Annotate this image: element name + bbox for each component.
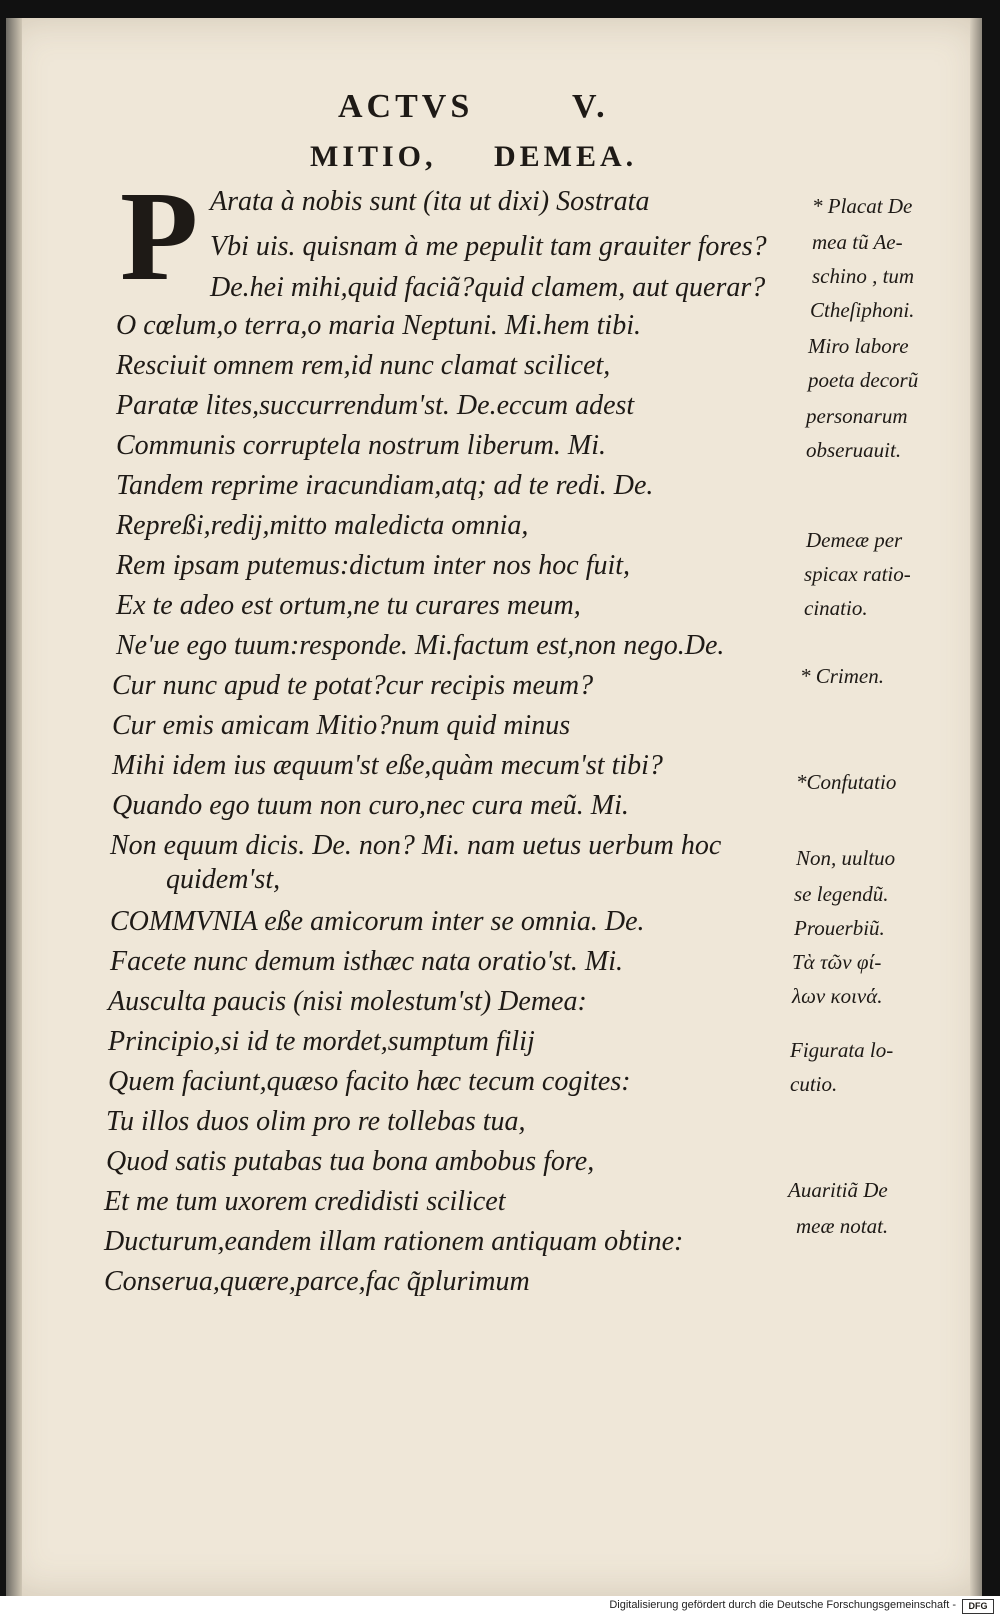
margin-note: cutio. [790, 1072, 838, 1096]
verse-line: Repreßi,redij,mitto maledicta omnia, [116, 510, 529, 541]
footer-credit: Digitalisierung gefördert durch die Deutsche Forschungsgemeinschaft - [609, 1599, 956, 1611]
margin-note: Τὰ τῶν φί- [792, 950, 882, 974]
act-title: ACTVS [338, 88, 474, 125]
verse-line: Quando ego tuum non curo,nec cura meũ. Mi. [112, 790, 629, 821]
verse-line: Cur emis amicam Mitio?num quid minus [112, 710, 571, 741]
verse-line: Et me tum uxorem credidisti scilicet [104, 1186, 506, 1217]
margin-note: meæ notat. [796, 1214, 889, 1238]
verse-line: Quem faciunt,quæso facito hæc tecum cogites: [108, 1066, 631, 1097]
margin-note: personarum [806, 404, 908, 428]
verse-line: Paratæ lites,succurrendum'st. De.eccum adest [116, 390, 635, 421]
verse-line: Ausculta paucis (nisi molestum'st) Demea: [108, 986, 587, 1017]
drop-cap: P [120, 165, 199, 307]
margin-note: λων κοινά. [792, 984, 883, 1008]
margin-note: *Confutatio [796, 770, 897, 794]
margin-note: mea tũ Ae- [812, 230, 903, 254]
verse-line: O cœlum,o terra,o maria Neptuni. Mi.hem tibi. [116, 310, 641, 341]
verse-line: Arata à nobis sunt (ita ut dixi) Sostrata [210, 186, 650, 217]
verse-line: COMMVNIA eße amicorum inter se omnia. De. [110, 906, 645, 937]
verse-line: Tandem reprime iracundiam,atq; ad te redi. De. [116, 470, 654, 501]
verse-line: Resciuit omnem rem,id nunc clamat scilicet, [116, 350, 611, 381]
verse-line: Vbi uis. quisnam à me pepulit tam grauiter fores? [210, 231, 767, 262]
margin-note: poeta decorũ [808, 368, 919, 392]
verse-line: Rem ipsam putemus:dictum inter nos hoc fuit, [116, 550, 631, 581]
margin-note: Prouerbiũ. [794, 916, 885, 940]
margin-note: se legendũ. [794, 882, 889, 906]
verse-line: Quod satis putabas tua bona ambobus fore, [106, 1146, 595, 1177]
margin-note: Non, uultuo [796, 846, 896, 870]
verse-line: quidem'st, [166, 864, 281, 895]
margin-note: Figurata lo- [790, 1038, 894, 1062]
verse-line: Conserua,quære,parce,fac q̃plurimum [104, 1266, 530, 1297]
margin-note: spicax ratio- [804, 562, 911, 586]
verse-line: Mihi idem ius æquum'st eße,quàm mecum'st tibi? [112, 750, 663, 781]
verse-line: Tu illos duos olim pro re tollebas tua, [106, 1106, 526, 1137]
verse-line: Communis corruptela nostrum liberum. Mi. [116, 430, 606, 461]
margin-note: obseruauit. [806, 438, 902, 462]
verse-line: Ducturum,eandem illam rationem antiquam obtine: [104, 1226, 684, 1257]
margin-note: Auaritiã De [788, 1178, 888, 1202]
verse-line: Ex te adeo est ortum,ne tu curares meum, [116, 590, 581, 621]
margin-note: Miro labore [808, 334, 909, 358]
verse-line: Facete nunc demum isthæc nata oratio'st. Mi. [110, 946, 624, 977]
verse-line: Non equum dicis. De. non? Mi. nam uetus uerbum hoc [110, 830, 722, 861]
margin-note: * Crimen. [800, 664, 884, 688]
verse-line: Principio,si id te mordet,sumptum filij [108, 1026, 535, 1057]
verse-line: Cur nunc apud te potat?cur recipis meum? [112, 670, 594, 701]
dfg-logo: DFG [962, 1599, 994, 1614]
act-number: V. [572, 88, 609, 125]
margin-note: Ctheſiphoni. [810, 298, 915, 322]
margin-note: Demeæ per [806, 528, 903, 552]
verse-line: De.hei mihi,quid faciã?quid clamem, aut querar? [210, 272, 766, 303]
margin-note: schino , tum [812, 264, 915, 288]
margin-note: cinatio. [804, 596, 868, 620]
margin-note: * Placat De [812, 194, 913, 218]
speaker-names: MITIO, DEMEA. [310, 140, 638, 173]
verse-line: Ne'ue ego tuum:responde. Mi.factum est,non nego.De. [116, 630, 725, 661]
